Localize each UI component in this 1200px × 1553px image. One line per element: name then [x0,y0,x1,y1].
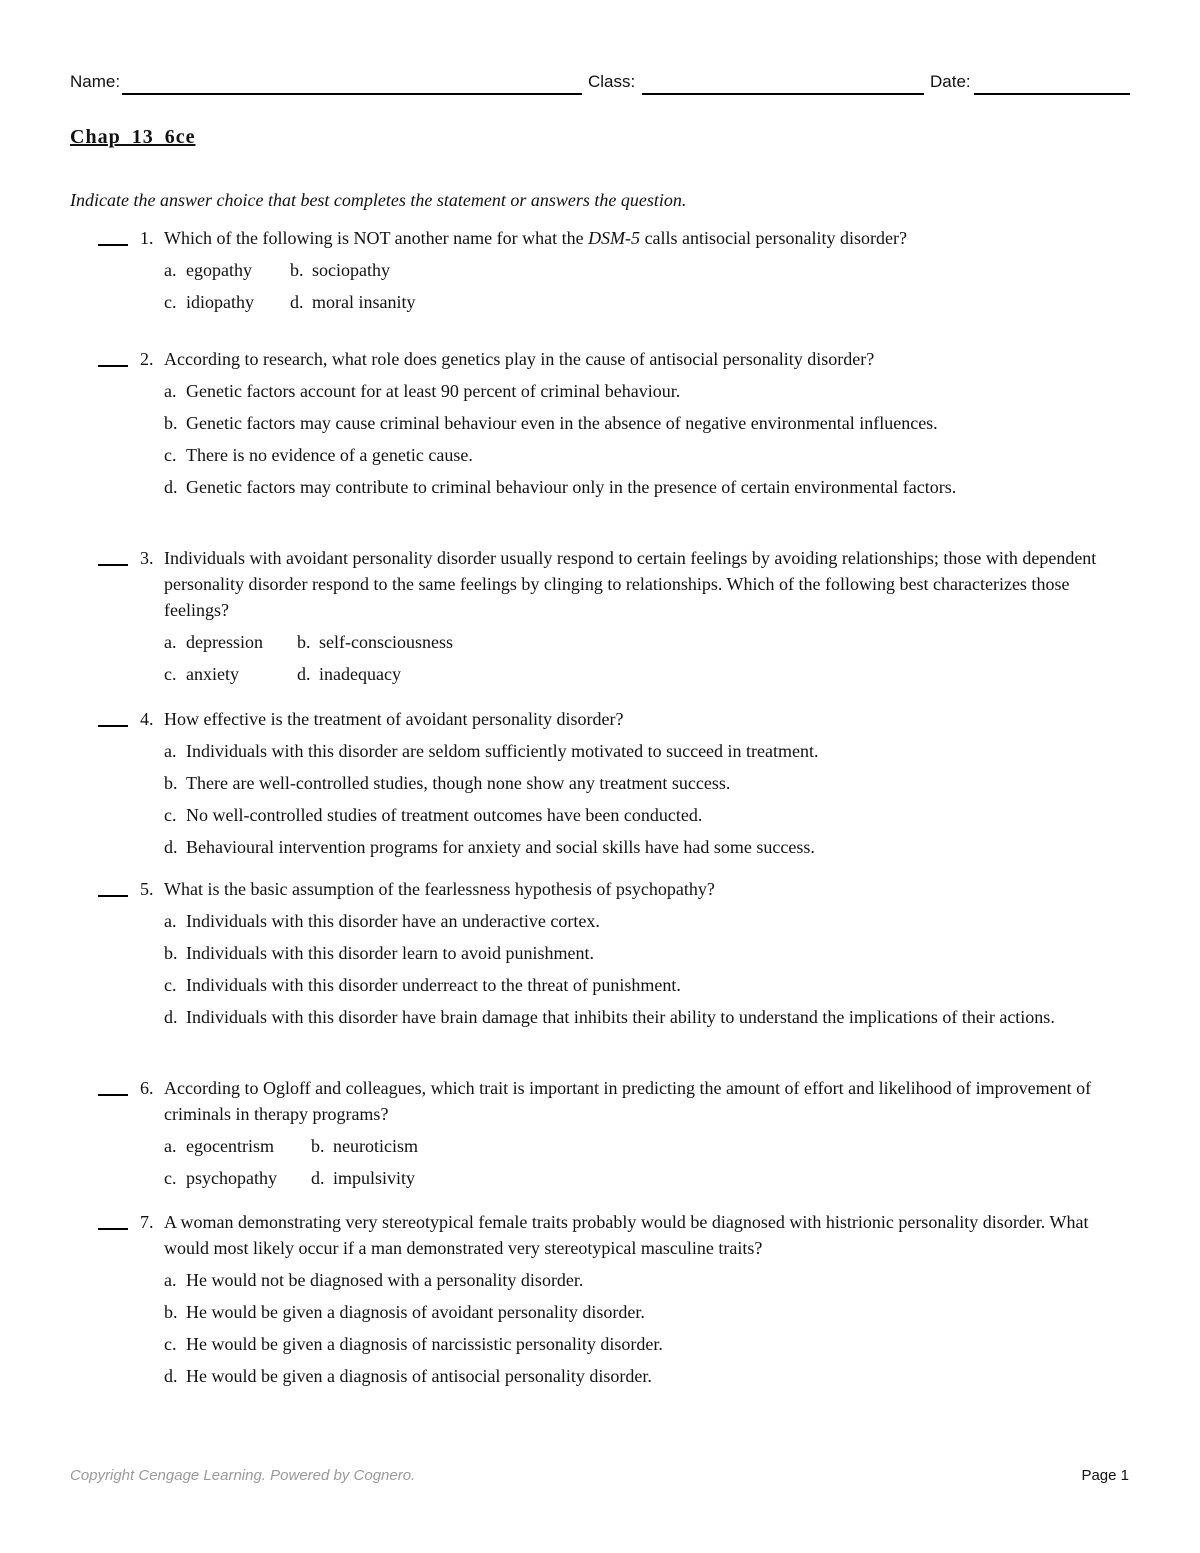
option-a: a. depression [164,632,263,652]
question-text: A woman demonstrating very stereotypical female traits probably would be diagnosed with histrionic personality disorder. What would most likely occur if a man demonstrated very stereotypical masculine traits? [164,1212,1089,1258]
question-5 [98,876,1133,1030]
option-a: a. Individuals with this disorder have an underactive cortex. [164,911,600,931]
question-text: What is the basic assumption of the fearlessness hypothesis of psychopathy? [164,879,715,899]
option-d: d. moral insanity [290,292,416,312]
option-c: c. There is no evidence of a genetic cause. [164,445,473,465]
dsm5-term: DSM-5 [588,228,641,248]
question-4 [98,706,1133,860]
option-c: c. No well-controlled studies of treatment outcomes have been conducted. [164,805,703,825]
option-c: c. anxiety [164,664,239,684]
page-number: Page 1 [1081,1467,1129,1484]
date-label: Date: [930,72,971,91]
answer-options [164,908,1133,1030]
answer-options [164,378,1133,500]
question-number: 7. [140,1212,154,1232]
option-d: d. Behavioural intervention programs for anxiety and social skills have had some success. [164,837,815,857]
question-1 [98,225,1133,315]
option-d: d. Genetic factors may contribute to criminal behaviour only in the presence of certain environmental factors. [164,477,957,497]
option-d: d. inadequacy [296,664,401,684]
student-info-header [70,72,1130,98]
answer-options [164,1133,1133,1191]
class-field[interactable] [642,93,924,95]
question-2 [98,346,1133,500]
option-c: c. Individuals with this disorder underreact to the threat of punishment. [164,975,681,995]
answer-options [164,629,1133,687]
option-b: b. sociopathy [290,260,390,280]
question-number: 5. [140,879,154,899]
option-d: d. He would be given a diagnosis of antisocial personality disorder. [164,1366,652,1386]
answer-options [164,738,1133,860]
answer-options [164,1267,1133,1389]
option-b: b. He would be given a diagnosis of avoidant personality disorder. [164,1302,645,1322]
name-label: Name: [70,72,121,91]
date-field[interactable] [974,93,1130,95]
option-a: a. Individuals with this disorder are seldom sufficiently motivated to succeed in treatment. [164,741,819,761]
option-b: b. There are well-controlled studies, though none show any treatment success. [164,773,731,793]
option-c: c. psychopathy [164,1168,277,1188]
question-number: 3. [140,548,154,568]
option-a: a. egocentrism [164,1136,274,1156]
option-b: b. Genetic factors may cause criminal behaviour even in the absence of negative environmental influences. [164,413,938,433]
answer-options [164,257,1133,315]
option-a: a. He would not be diagnosed with a personality disorder. [164,1270,584,1290]
answer-blank[interactable] [98,244,128,246]
question-text: How effective is the treatment of avoidant personality disorder? [164,709,624,729]
option-c: c. idiopathy [164,292,254,312]
answer-blank[interactable] [98,725,128,727]
question-7 [98,1209,1133,1389]
option-d: d. Individuals with this disorder have brain damage that inhibits their ability to understand the implications of their actions. [164,1007,1055,1027]
answer-blank[interactable] [98,1094,128,1096]
option-c: c. He would be given a diagnosis of narcissistic personality disorder. [164,1334,663,1354]
option-b: b. neuroticism [310,1136,418,1156]
question-number: 4. [140,709,154,729]
answer-blank[interactable] [98,365,128,367]
question-number: 2. [140,349,154,369]
question-number: 6. [140,1078,154,1098]
answer-blank[interactable] [98,1228,128,1230]
option-a: a. Genetic factors account for at least 90 percent of criminal behaviour. [164,381,681,401]
option-a: a. egopathy [164,260,252,280]
question-text: According to Ogloff and colleagues, which trait is important in predicting the amount of effort and likelihood of improvement of criminals in therapy programs? [164,1078,1092,1124]
class-label: Class: [588,72,636,91]
question-3 [98,545,1133,687]
question-text: According to research, what role does genetics play in the cause of antisocial personality disorder? [164,349,875,369]
instructions: Indicate the answer choice that best completes the statement or answers the question. [70,190,687,210]
question-text: Individuals with avoidant personality disorder usually respond to certain feelings by avoiding relationships; those with dependent personality disorder respond to the same feelings by clinging to relationships. Which of the following best characterizes those feelings? [164,548,1097,620]
option-b: b. self-consciousness [296,632,453,652]
question-text: Which of the following is NOT another name for what the DSM-5 calls antisocial personality disorder? [164,228,907,248]
copyright-footer: Copyright Cengage Learning. Powered by Cognero. [70,1467,416,1484]
answer-blank[interactable] [98,895,128,897]
option-d: d. impulsivity [310,1168,415,1188]
page-title: Chap_13_6ce [70,126,196,148]
name-field[interactable] [122,93,582,95]
question-number: 1. [140,228,154,248]
question-6 [98,1075,1133,1191]
option-b: b. Individuals with this disorder learn to avoid punishment. [164,943,594,963]
answer-blank[interactable] [98,564,128,566]
